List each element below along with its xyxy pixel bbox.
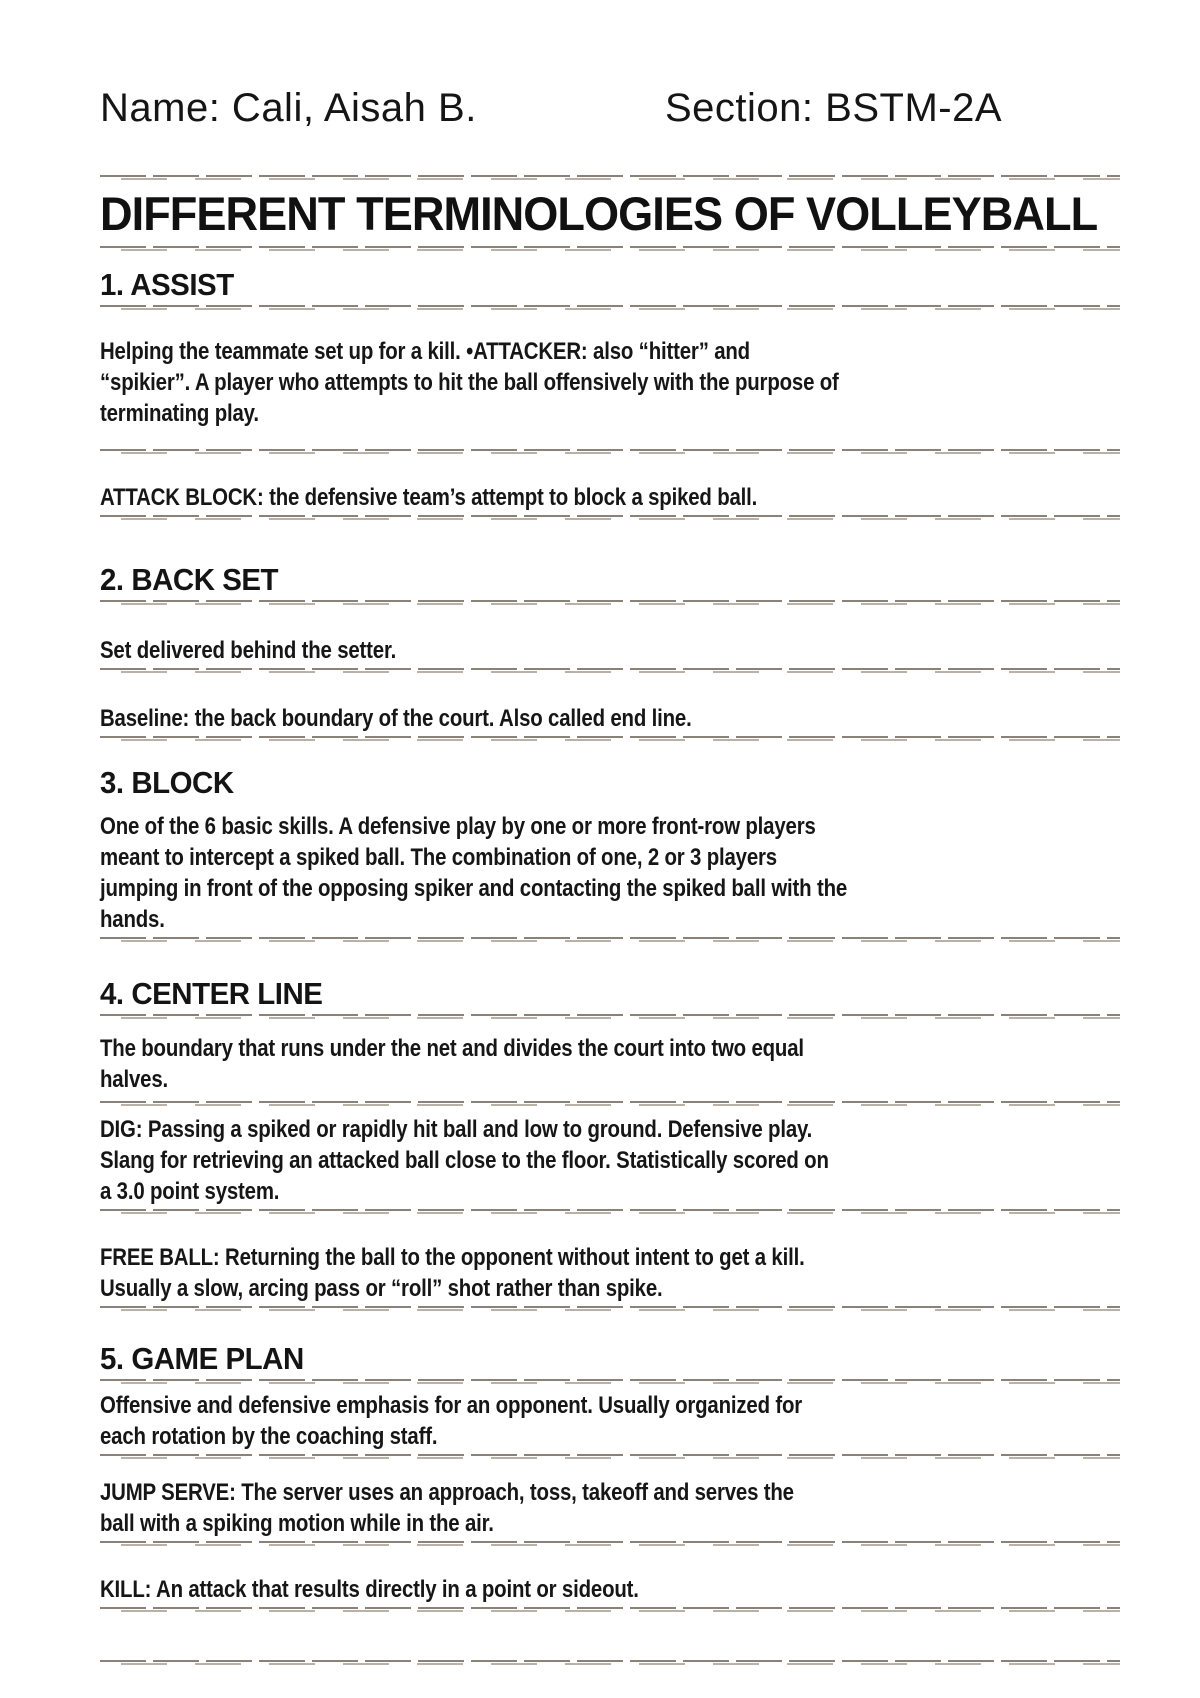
term-definition: [100, 1114, 1120, 1214]
definition-text-line: hands.: [100, 906, 165, 933]
term-definition: [100, 635, 1120, 673]
term-definition: [100, 336, 1120, 454]
sections-container: [100, 267, 1120, 1612]
definition-text-line: KILL: An attack that results directly in a point or sideout.: [100, 1576, 639, 1603]
definition-text-line: Usually a slow, arcing pass or “roll” shot rather than spike.: [100, 1275, 663, 1302]
definition-text-line: The boundary that runs under the net and divides the court into two equal: [100, 1035, 804, 1062]
definition-text-line: halves.: [100, 1066, 168, 1093]
term-definition: [100, 1390, 1120, 1459]
definition-text-line: each rotation by the coaching staff.: [100, 1423, 438, 1450]
term-section: [100, 765, 1120, 942]
definition-text-line: JUMP SERVE: The server uses an approach, toss, takeoff and serves the: [100, 1479, 794, 1506]
term-section: [100, 267, 1120, 520]
term-section: [100, 976, 1120, 1311]
ruled-line: [100, 305, 1120, 310]
section-heading: 1. ASSIST: [100, 267, 234, 302]
definition-text-line: FREE BALL: Returning the ball to the opponent without intent to get a kill.: [100, 1244, 805, 1271]
ruled-line: [100, 668, 1120, 673]
page-title: DIFFERENT TERMINOLOGIES OF VOLLEYBALL: [100, 187, 1098, 240]
definition-text-line: Set delivered behind the setter.: [100, 637, 397, 664]
definition-text-line: ATTACK BLOCK: the defensive team’s attempt to block a spiked ball.: [100, 484, 758, 511]
definition-text-line: “spikier”. A player who attempts to hit the ball offensively with the purpose of: [100, 369, 839, 396]
definition-text-line: Offensive and defensive emphasis for an opponent. Usually organized for: [100, 1392, 803, 1419]
document-header: [100, 86, 1120, 131]
ruled-line: [100, 1014, 1120, 1019]
term-definition: [100, 1242, 1120, 1311]
ruled-line: [100, 600, 1120, 605]
document-content: [100, 0, 1120, 1665]
ruled-line: [100, 736, 1120, 741]
term-section: [100, 562, 1120, 741]
definition-text-line: ball with a spiking motion while in the air.: [100, 1510, 494, 1537]
definition-text-line: Baseline: the back boundary of the court. Also called end line.: [100, 705, 692, 732]
section-heading: 3. BLOCK: [100, 765, 234, 800]
definition-text-line: One of the 6 basic skills. A defensive play by one or more front-row players: [100, 813, 816, 840]
ruled-line: [100, 246, 1120, 251]
ruled-line: [100, 1209, 1120, 1214]
term-definition: [100, 703, 1120, 741]
section-heading: 2. BACK SET: [100, 562, 279, 597]
ruled-line: [100, 937, 1120, 942]
term-definition: [100, 1477, 1120, 1546]
term-definition: [100, 1574, 1120, 1612]
section-heading: 4. CENTER LINE: [100, 976, 323, 1011]
definition-text-line: a 3.0 point system.: [100, 1178, 280, 1205]
definition-text-line: DIG: Passing a spiked or rapidly hit ball and low to ground. Defensive play.: [100, 1116, 813, 1143]
ruled-line: [100, 1607, 1120, 1612]
term-section: [100, 1341, 1120, 1612]
definition-text-line: jumping in front of the opposing spiker and contacting the spiked ball with the: [100, 875, 848, 902]
section-heading: 5. GAME PLAN: [100, 1341, 304, 1376]
empty-ruled-line: [100, 1660, 1120, 1665]
student-name: Name: Cali, Aisah B.: [100, 86, 477, 130]
definition-text-line: Helping the teammate set up for a kill. •ATTACKER: also “hitter” and: [100, 338, 750, 365]
definition-text-line: Slang for retrieving an attacked ball close to the floor. Statistically scored on: [100, 1147, 829, 1174]
ruled-line: [100, 1379, 1120, 1384]
ruled-line: [100, 1454, 1120, 1459]
ruled-line: [100, 1101, 1120, 1106]
ruled-line: [100, 175, 1120, 180]
definition-text-line: meant to intercept a spiked ball. The combination of one, 2 or 3 players: [100, 844, 777, 871]
student-section: Section: BSTM-2A: [665, 86, 1003, 130]
term-definition: [100, 811, 1120, 942]
ruled-line: [100, 1306, 1120, 1311]
ruled-line: [100, 515, 1120, 520]
ruled-line: [100, 1541, 1120, 1546]
definition-text-line: terminating play.: [100, 400, 259, 427]
term-definition: [100, 1033, 1120, 1106]
term-definition: [100, 482, 1120, 520]
ruled-line: [100, 449, 1120, 454]
